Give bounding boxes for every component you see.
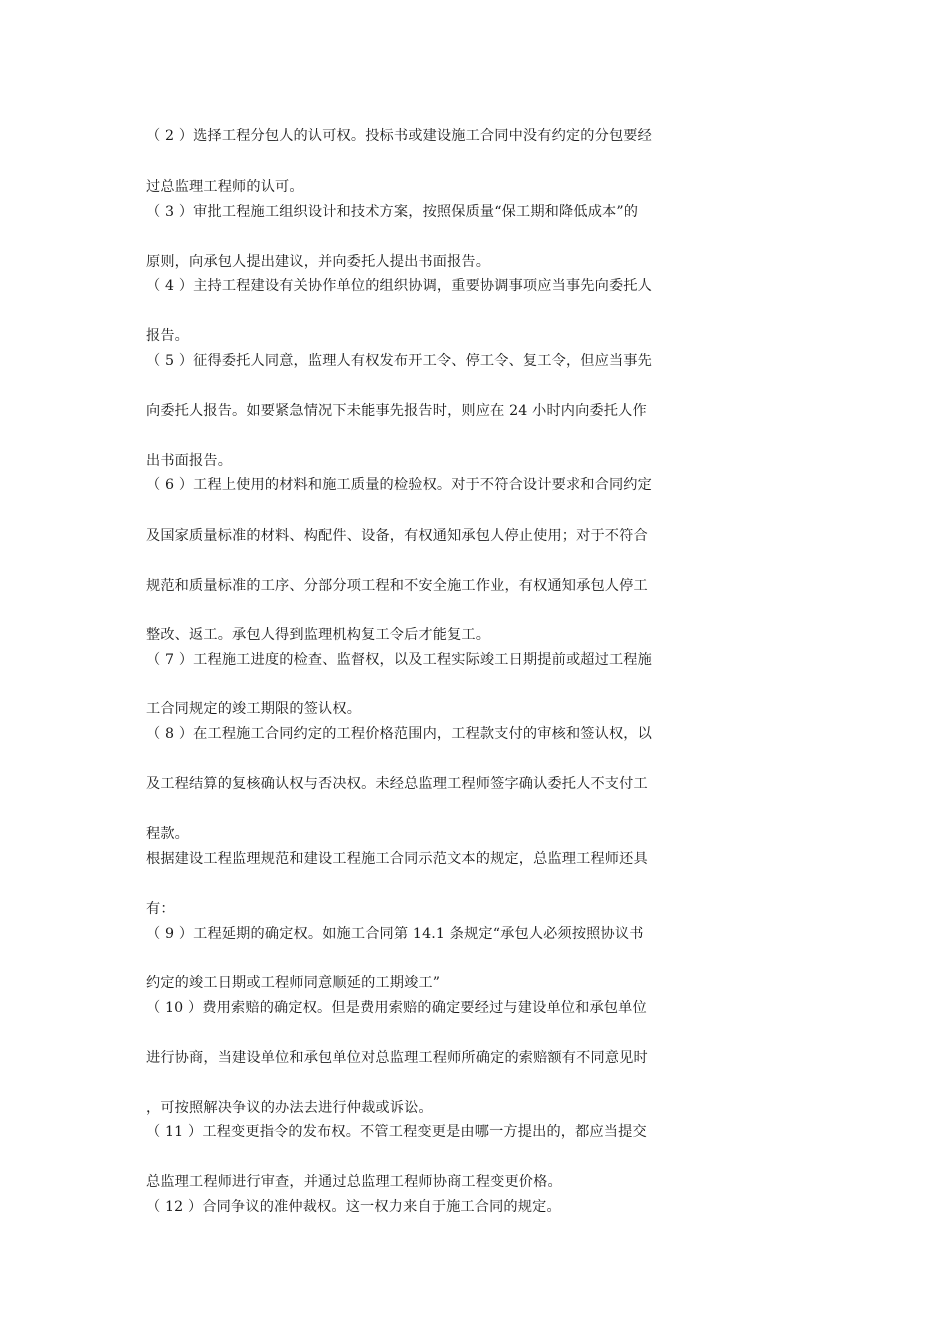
- text-line: 过总监理工程师的认可。: [146, 179, 304, 195]
- text-line: 有：: [146, 901, 175, 917]
- text-line: （ 11 ）工程变更指令的发布权。不管工程变更是由哪一方提出的，都应当提交: [146, 1124, 647, 1140]
- text-line: 约定的竣工日期或工程师同意顺延的工期竣工”: [146, 975, 441, 991]
- text-line: （ 8 ）在工程施工合同约定的工程价格范围内，工程款支付的审核和签认权，以: [146, 726, 652, 742]
- text-line: 原则，向承包人提出建议，并向委托人提出书面报告。: [146, 254, 491, 270]
- text-line: （ 9 ）工程延期的确定权。如施工合同第 14.1 条规定“承包人必须按照协议书: [146, 926, 644, 942]
- text-line: 及工程结算的复核确认权与否决权。未经总监理工程师签字确认委托人不支付工: [146, 776, 648, 792]
- text-line: 进行协商，当建设单位和承包单位对总监理工程师所确定的索赔额有不同意见时: [146, 1050, 648, 1066]
- text-line: （ 12 ）合同争议的准仲裁权。这一权力来自于施工合同的规定。: [146, 1199, 561, 1215]
- text-line: （ 6 ）工程上使用的材料和施工质量的检验权。对于不符合设计要求和合同约定: [146, 477, 652, 493]
- text-line: 规范和质量标准的工序、分部分项工程和不安全施工作业，有权通知承包人停工: [146, 578, 648, 594]
- text-line: 向委托人报告。如要紧急情况下未能事先报告时，则应在 24 小时内向委托人作: [146, 403, 647, 419]
- text-line: 程款。: [146, 826, 190, 842]
- text-line: （ 4 ）主持工程建设有关协作单位的组织协调，重要协调事项应当事先向委托人: [146, 278, 652, 294]
- text-line: 出书面报告。: [146, 453, 233, 469]
- text-line: （ 3 ）审批工程施工组织设计和技术方案，按照保质量“保工期和降低成本”的: [146, 204, 639, 220]
- text-line: 报告。: [146, 328, 190, 344]
- text-line: （ 10 ）费用索赔的确定权。但是费用索赔的确定要经过与建设单位和承包单位: [146, 1000, 647, 1016]
- text-line: 整改、返工。承包人得到监理机构复工令后才能复工。: [146, 627, 491, 643]
- text-line: （ 5 ）征得委托人同意，监理人有权发布开工令、停工令、复工令，但应当事先: [146, 353, 652, 369]
- text-line: 及国家质量标准的材料、构配件、设备，有权通知承包人停止使用；对于不符合: [146, 528, 648, 544]
- text-line: ，可按照解决争议的办法去进行仲裁或诉讼。: [146, 1100, 433, 1116]
- text-line: 根据建设工程监理规范和建设工程施工合同示范文本的规定，总监理工程师还具: [146, 851, 648, 867]
- text-line: 工合同规定的竣工期限的签认权。: [146, 701, 362, 717]
- text-line: （ 2 ）选择工程分包人的认可权。投标书或建设施工合同中没有约定的分包要经: [146, 128, 652, 144]
- text-line: （ 7 ）工程施工进度的检查、监督权，以及工程实际竣工日期提前或超过工程施: [146, 652, 652, 668]
- text-line: 总监理工程师进行审查，并通过总监理工程师协商工程变更价格。: [146, 1174, 562, 1190]
